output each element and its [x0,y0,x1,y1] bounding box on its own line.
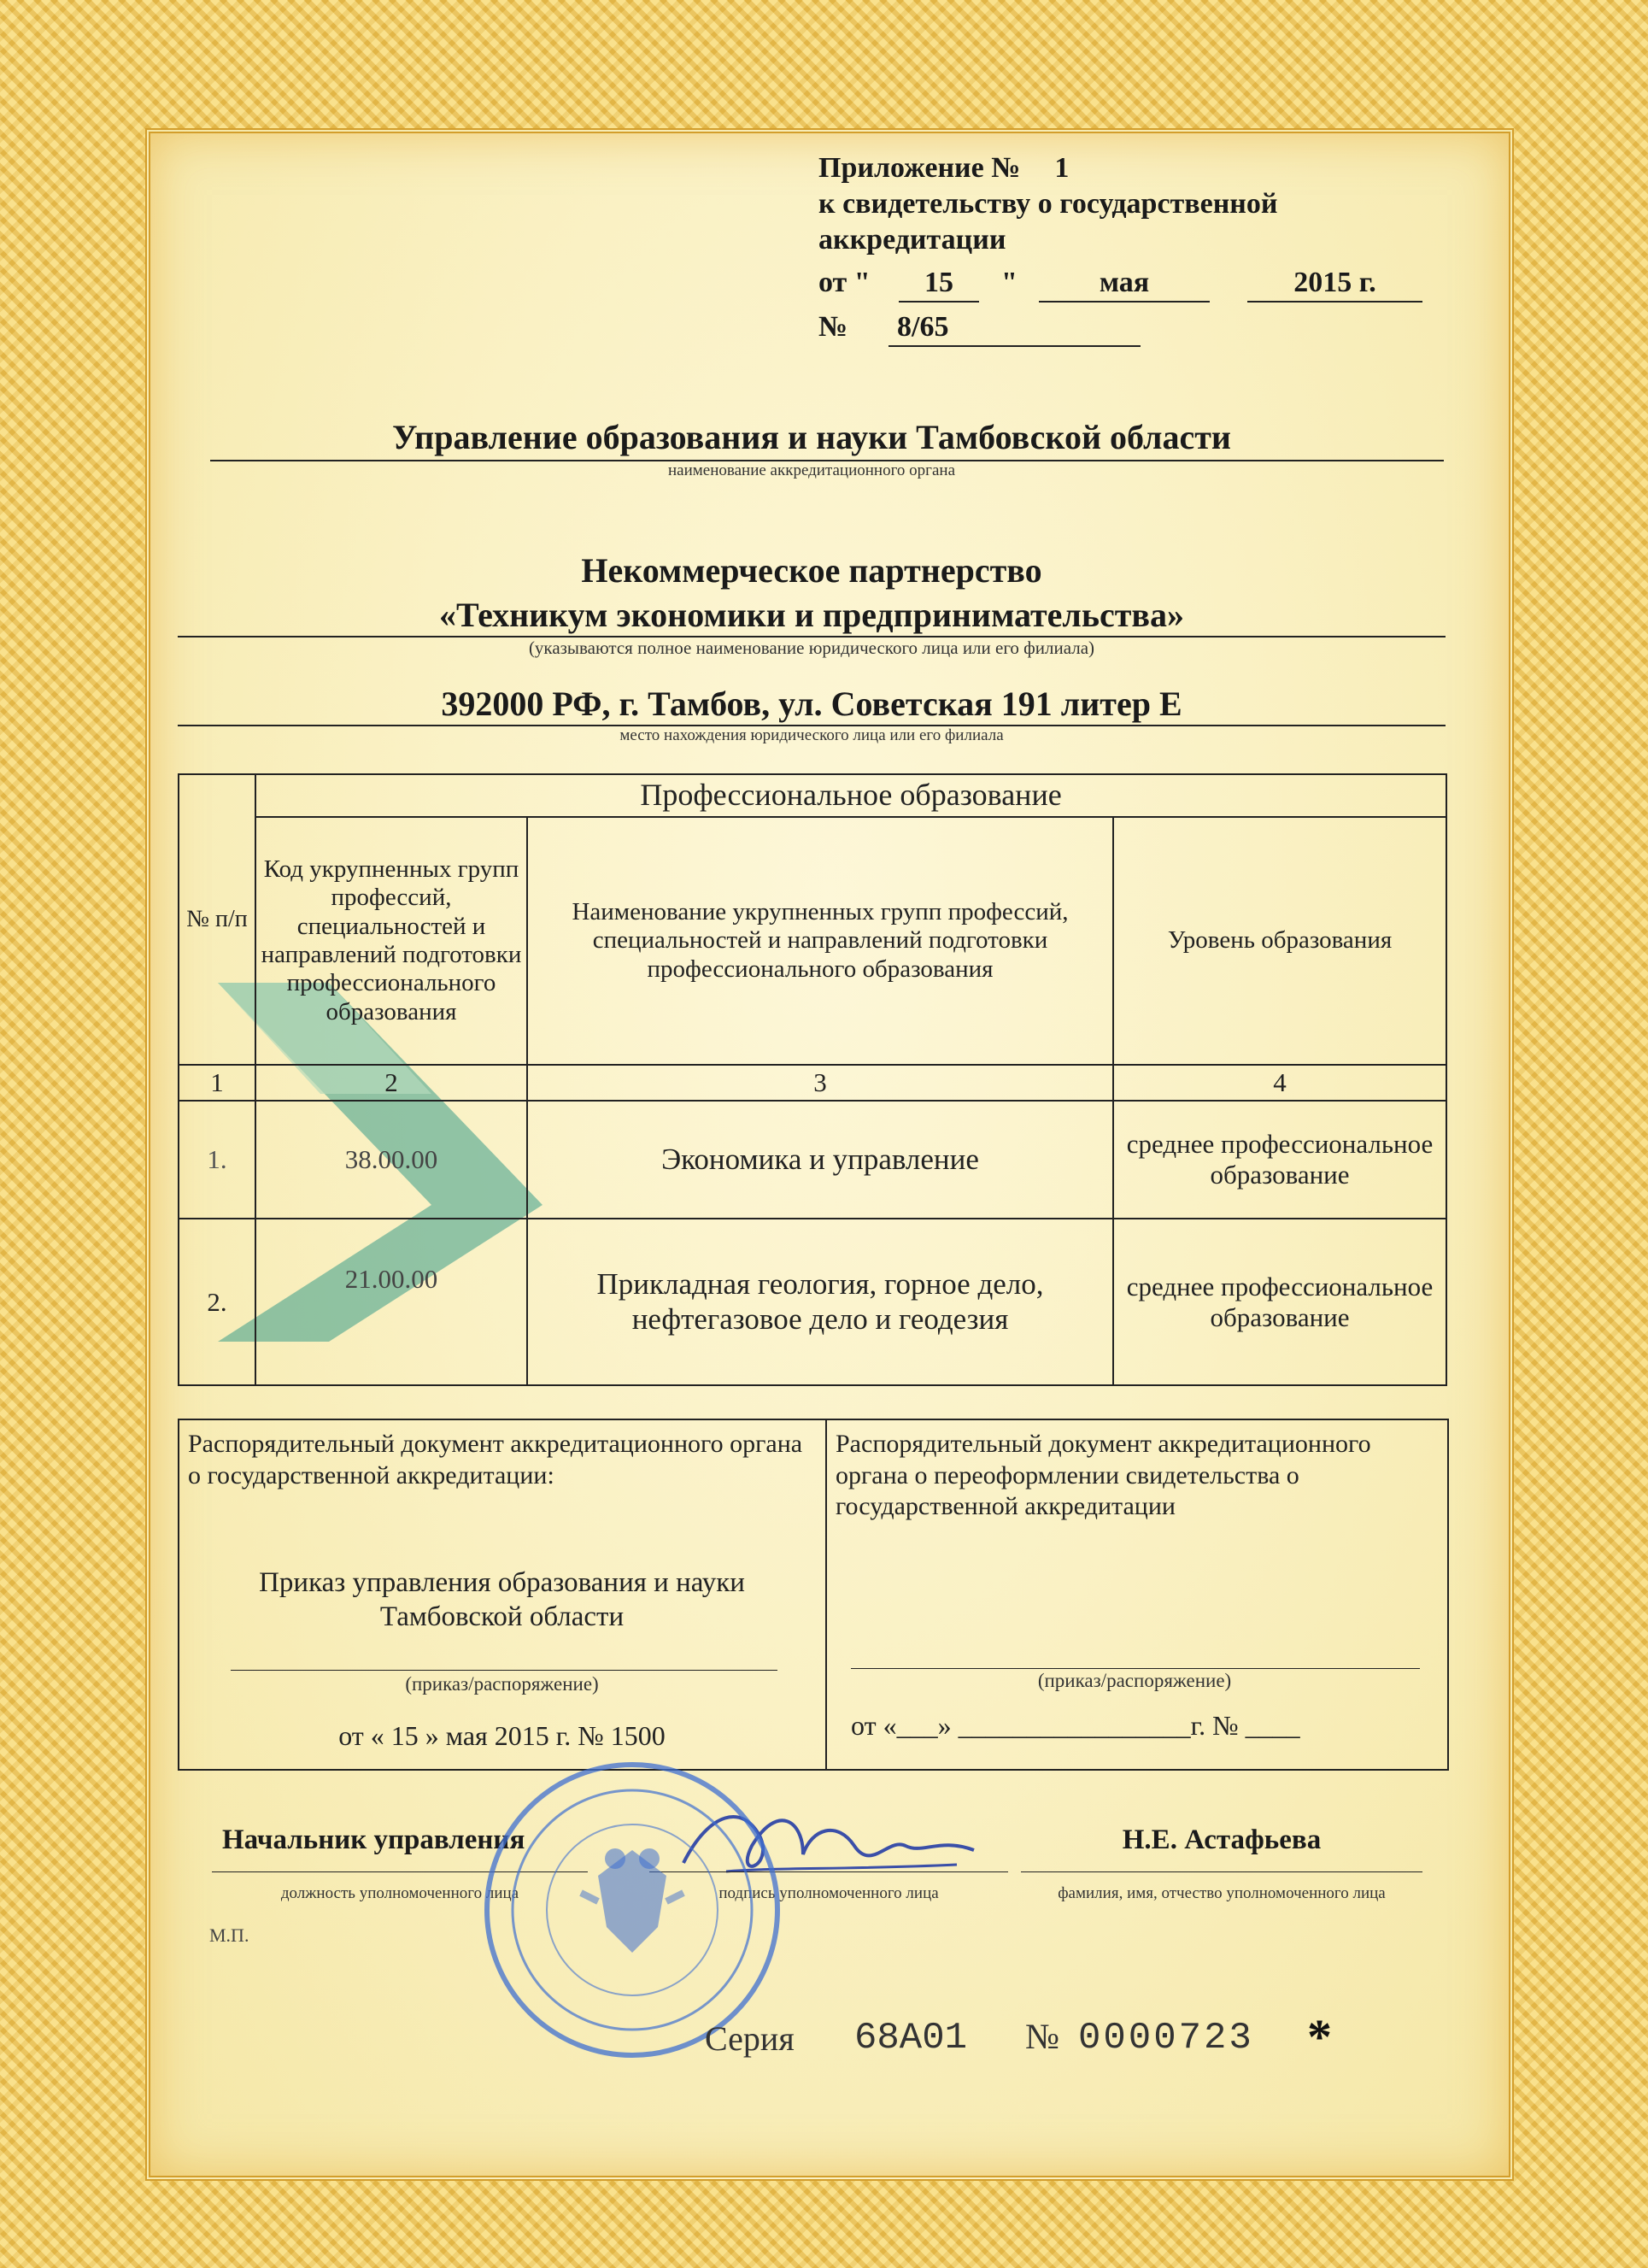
col-num-header: № п/п [179,774,255,1065]
left-box-order: Приказ управления образования и науки Тамбовской области [259,1567,745,1633]
org-line1: Некоммерческое партнерство [581,551,1042,590]
signature-caption: подпись уполномоченного лица [718,1884,939,1902]
series-number: 0000723 [1078,2017,1254,2059]
appendix-quote-close: " [1001,267,1018,298]
row-name: Экономика и управление [527,1101,1113,1219]
authority-caption: наименование аккредитационного органа [667,461,956,479]
row-name: Прикладная геология, горное дело, нефтегазовое дело и геодезия [527,1219,1113,1385]
row-level: среднее профессиональное образование [1113,1219,1446,1385]
row-code: 21.00.00 [255,1219,527,1385]
index-cell: 3 [527,1065,1113,1101]
col-code-header: Код укрупненных групп профессий, специальностей и направлений подготовки профессионального образования [255,817,527,1065]
left-box-date: от « 15 » мая 2015 г. № 1500 [338,1720,666,1751]
table-row [179,1101,1446,1219]
appendix-cert-number: 8/65 [897,311,949,343]
appendix-num-label: № [818,311,848,343]
section-title: Профессиональное образование [255,774,1446,817]
row-level: среднее профессиональное образование [1113,1101,1446,1219]
appendix-day: 15 [924,267,953,298]
authority-name: Управление образования и науки Тамбовской области [392,418,1231,456]
row-num: 2. [179,1219,255,1385]
right-box-heading: Распорядительный документ аккредитационного органа о переоформлении свидетельства о государственной аккредитации [836,1430,1371,1521]
series-num-label: № [1025,2018,1060,2057]
appendix-title: Приложение № 1 [818,152,1070,184]
left-box-caption: (приказ/распоряжение) [405,1673,599,1695]
signer-name: Н.Е. Астафьева [1122,1824,1322,1855]
appendix-line2: к свидетельству о государственной [818,188,1278,220]
org-caption: (указываются полное наименование юридического лица или его филиала) [528,638,1095,658]
appendix-year: 2015 г. [1293,267,1376,298]
right-box-date: от «___» _________________г. № ____ [851,1710,1300,1741]
position-caption: должность уполномоченного лица [280,1884,519,1902]
orders-box [178,1419,1449,1771]
appendix-line3: аккредитации [818,224,1006,256]
row-code: 38.00.00 [255,1101,527,1219]
appendix-from-label: от " [818,267,871,298]
left-box-heading: Распорядительный документ аккредитационного органа о государственной аккредитации: [188,1430,803,1489]
series-label: Серия [705,2019,795,2058]
right-box-caption: (приказ/распоряжение) [1037,1670,1232,1691]
official-stamp-icon [478,1756,786,2064]
org-address: 392000 РФ, г. Тамбов, ул. Советская 191 литер Е [441,685,1182,723]
appendix-month: мая [1099,267,1150,298]
index-cell: 2 [255,1065,527,1101]
series-star: * [1307,2009,1332,2065]
col-level-header: Уровень образования [1113,817,1446,1065]
row-num: 1. [179,1101,255,1219]
name-caption: фамилия, имя, отчество уполномоченного лица [1058,1884,1386,1902]
index-row [179,1065,1446,1101]
appendix-number: 1 [1054,152,1070,184]
seal-mark: М.П. [209,1924,249,1946]
signer-position: Начальник управления [222,1824,525,1855]
index-cell: 4 [1113,1065,1446,1101]
index-cell: 1 [179,1065,255,1101]
org-line2: «Техникум экономики и предпринимательства» [438,596,1185,634]
org-address-caption: место нахождения юридического лица или его филиала [619,726,1004,744]
series-value: 68А01 [854,2017,968,2059]
col-name-header: Наименование укрупненных групп профессий, специальностей и направлений подготовки профессионального образования [527,817,1113,1065]
table-row [179,1219,1446,1385]
education-table [178,773,1447,1386]
